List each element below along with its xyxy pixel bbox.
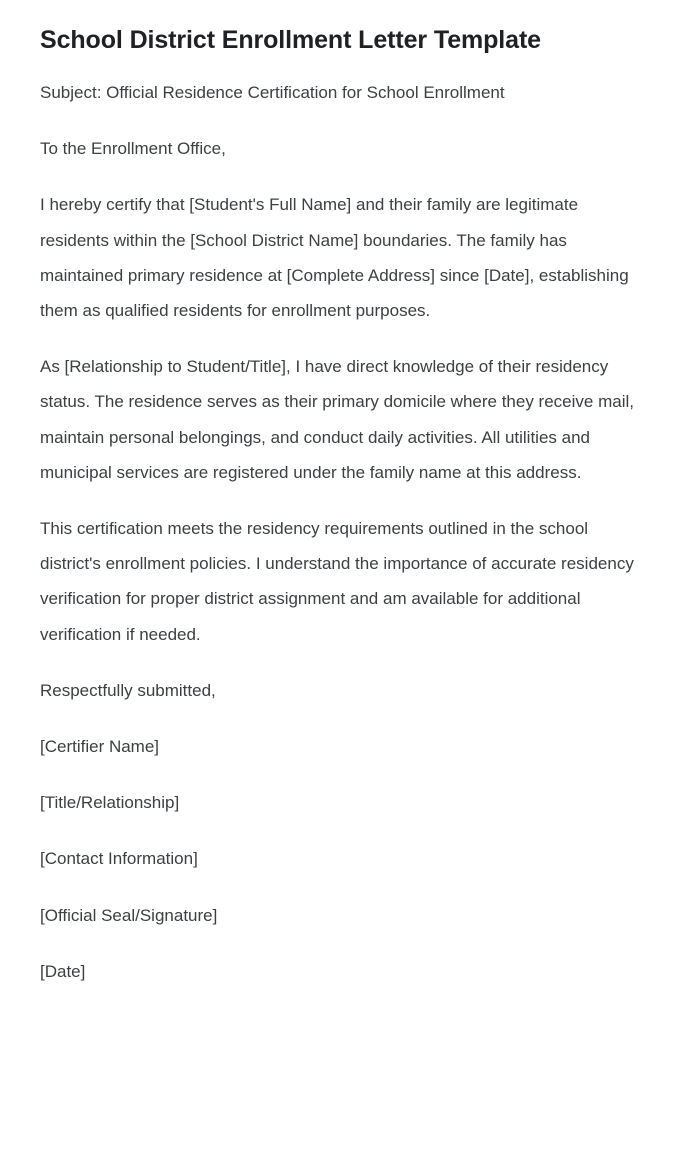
signature-title-relationship: [Title/Relationship]: [40, 793, 180, 813]
closing-line: Respectfully submitted,: [40, 680, 216, 700]
body-paragraph-2: As [Relationship to Student/Title], I have direct knowledge of their residency status. The residence serves as their primary domicile where they receive mail, maintain personal belongings, and conduct daily activities. All utilities and municipal services are registered under the family name at this address.: [40, 357, 634, 482]
salutation: To the Enrollment Office,: [40, 139, 226, 159]
page-title: School District Enrollment Letter Template: [40, 26, 541, 54]
subject-line: Subject: Official Residence Certification for School Enrollment: [40, 83, 505, 102]
body-paragraph-3: This certification meets the residency requirements outlined in the school district's enrollment policies. I understand the importance of accurate residency verification for proper district assignment and am available for additional verification if needed.: [40, 519, 634, 644]
signature-contact-information: [Contact Information]: [40, 849, 198, 869]
signature-official-seal: [Official Seal/Signature]: [40, 905, 218, 925]
signature-date: [Date]: [40, 961, 86, 981]
document-body: [40, 0, 644, 989]
signature-certifier-name: [Certifier Name]: [40, 737, 160, 757]
body-paragraph-1: I hereby certify that [Student's Full Name] and their family are legitimate residents within the [School District Name] boundaries. The family has maintained primary residence at [Complete Address] since [Date], establishing them as qualified residents for enrollment purposes.: [40, 195, 629, 321]
